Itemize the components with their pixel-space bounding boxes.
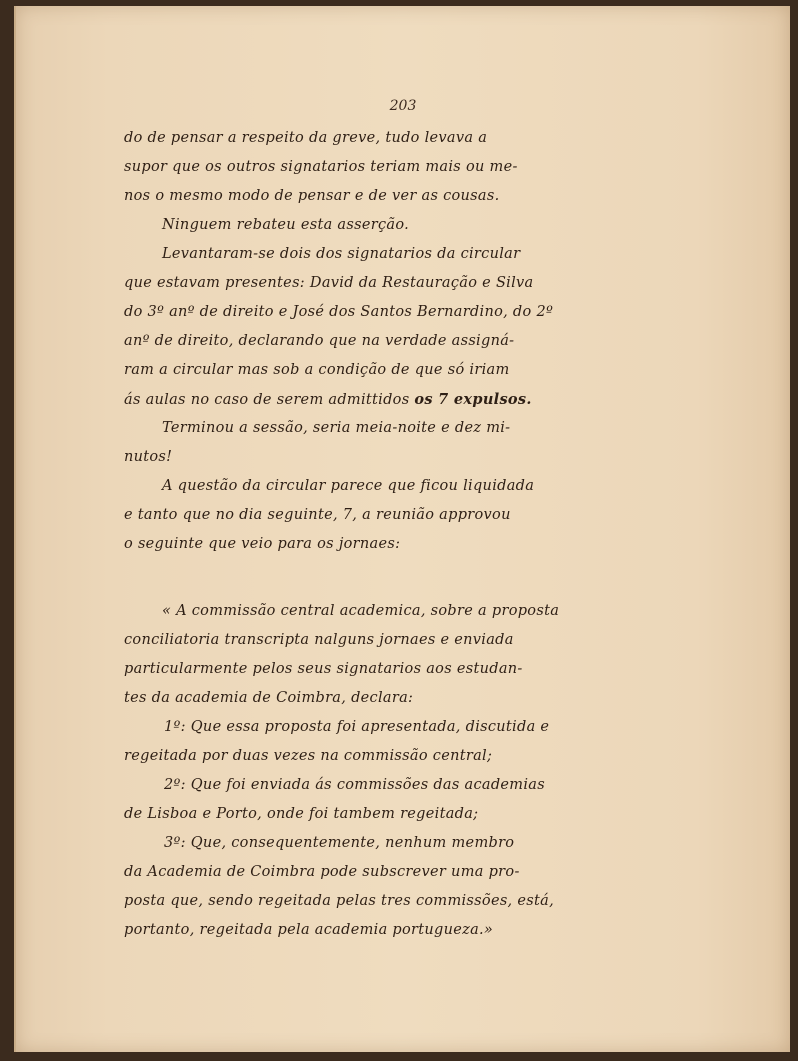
text-line: supor que os outros signatarios teriam mais ou me- [124,159,518,175]
text-line: e tanto que no dia seguinte, 7, a reunião approvou [124,507,511,523]
text-line: Levantaram-se dois dos signatarios da circular [162,246,521,262]
text-line: anº de direito, declarando que na verdade assigná- [124,333,515,349]
list-item-line: 2º: Que foi enviada ás commissões das academias [164,777,545,793]
list-item-line: posta que, sendo regeitada pelas tres commissões, está, [124,893,554,909]
manuscript-sheet [14,6,790,1052]
text-line: Terminou a sessão, seria meia-noite e dez mi- [162,420,511,436]
list-item-line: 1º: Que essa proposta foi apresentada, discutida e [164,719,550,735]
text-line: do 3º anº de direito e José dos Santos Bernardino, do 2º [124,304,554,320]
handwritten-text [124,124,624,945]
text-line: A questão da circular parece que ficou liquidada [162,478,535,494]
list-item-line: regeitada por duas vezes na commissão central; [124,748,493,764]
quote-line: « A commissão central academica, sobre a proposta [162,603,560,619]
list-item-line: da Academia de Coimbra pode subscrever uma pro- [124,864,520,880]
emphasized-text: os 7 expulsos. [414,391,532,408]
list-item-line: portanto, regeitada pela academia portugueza.» [124,922,494,938]
text-line: nutos! [124,449,173,465]
list-item-line: 3º: Que, consequentemente, nenhum membro [164,835,515,851]
text-line: que estavam presentes: David da Restauração e Silva [124,275,534,291]
text-line: o seguinte que veio para os jornaes: [124,536,401,552]
text-line: Ninguem rebateu esta asserção. [162,217,410,233]
quote-line: tes da academia de Coimbra, declara: [124,690,414,706]
text-line: do de pensar a respeito da greve, tudo levava a [124,130,488,146]
quote-line: particularmente pelos seus signatarios aos estudan- [124,661,523,677]
text-segment: ás aulas no caso de serem admittidos [124,392,410,408]
text-line: ram a circular mas sob a condição de que só iriam [124,362,510,378]
list-item-line: de Lisboa e Porto, onde foi tambem regeitada; [124,806,479,822]
text-line [124,385,624,414]
page-number: 203 [389,98,417,114]
text-line: nos o mesmo modo de pensar e de ver as cousas. [124,188,500,204]
quote-line: conciliatoria transcripta nalguns jornaes e enviada [124,632,514,648]
paragraph-gap [124,559,624,597]
